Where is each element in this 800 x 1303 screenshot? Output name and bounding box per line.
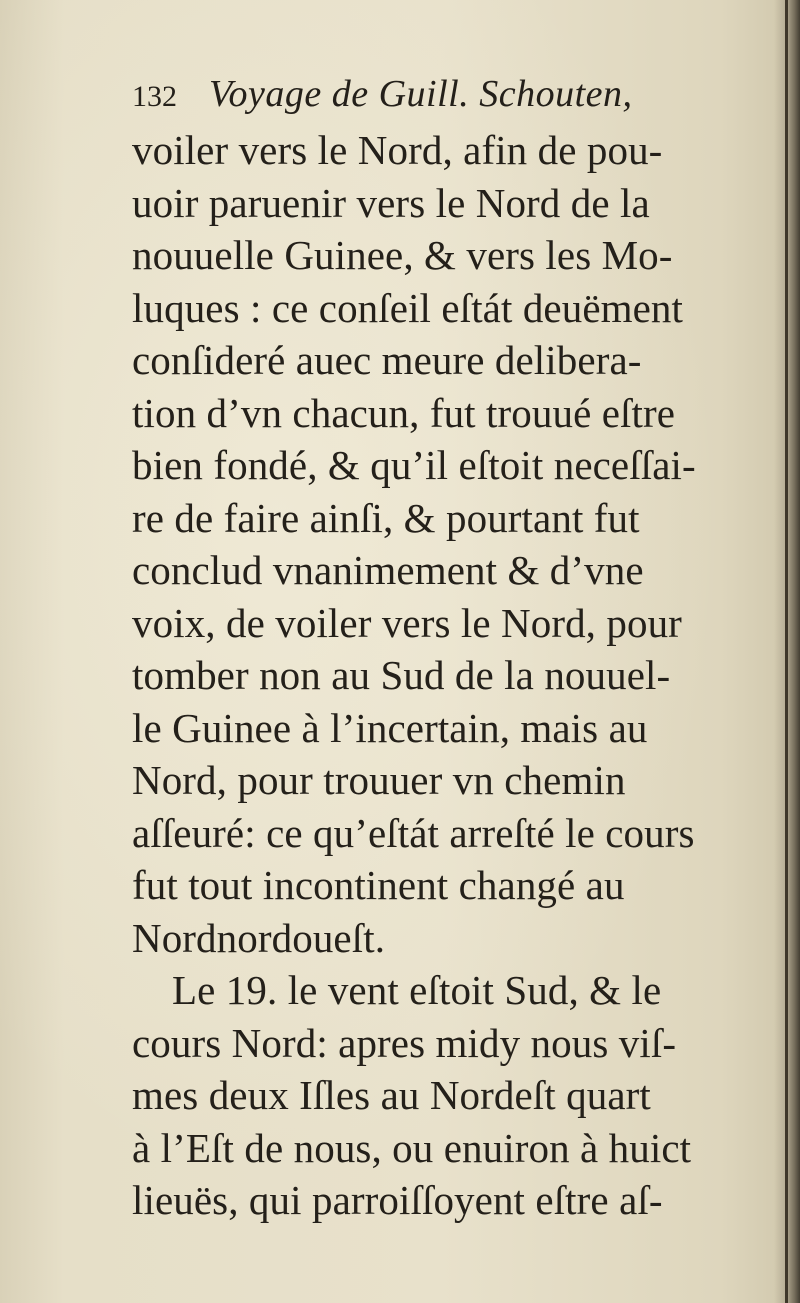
text-line-5: conſideré auec meure delibera- — [132, 337, 642, 383]
text-line-19: mes deux Iſles au Nordeſt quart — [132, 1072, 651, 1118]
text-line-10: voix, de voiler vers le Nord, pour — [132, 599, 682, 646]
text-line-15: fut tout incontinent changé au — [132, 862, 625, 908]
text-line-16: Nordnordoueſt. — [132, 914, 386, 961]
text-line-12: le Guinee à l’incertain, mais au — [132, 704, 648, 751]
page-number: 132 — [132, 80, 177, 113]
running-title: Voyage de Guill. Schouten, — [209, 73, 633, 115]
text-line-20: à l’Eſt de nous, ou enuiron à huict — [132, 1124, 692, 1171]
spine-edge — [785, 0, 788, 1303]
text-block — [132, 72, 732, 1227]
text-line-3: nouuelle Guinee, & vers les Mo- — [132, 232, 673, 278]
text-line-7: bien fondé, & qu’il eſtoit neceſſai- — [132, 442, 696, 488]
text-line-21: lieuës, qui parroiſſoyent eſtre aſ- — [132, 1177, 663, 1223]
text-line-14: aſſeuré: ce qu’eſtát arreſté le cours — [132, 809, 695, 856]
text-line-13: Nord, pour trouuer vn chemin — [132, 757, 626, 803]
text-line-9: conclud vnanimement & d’vne — [132, 547, 644, 593]
text-line-17: Le 19. le vent eſtoit Sud, & le — [172, 967, 662, 1013]
text-line-8: re de faire ainſi, & pourtant fut — [132, 494, 640, 541]
text-line-4: luques : ce conſeil eſtát deuëment — [132, 284, 683, 331]
running-head — [132, 72, 732, 124]
text-line-2: uoir paruenir vers le Nord de la — [132, 179, 650, 226]
text-line-11: tomber non au Sud de la nouuel- — [132, 652, 671, 698]
text-line-1: voiler vers le Nord, afin de pou- — [132, 127, 663, 173]
text-line-6: tion d’vn chacun, fut trouué eſtre — [132, 389, 676, 436]
text-line-18: cours Nord: apres midy nous viſ- — [132, 1019, 677, 1066]
